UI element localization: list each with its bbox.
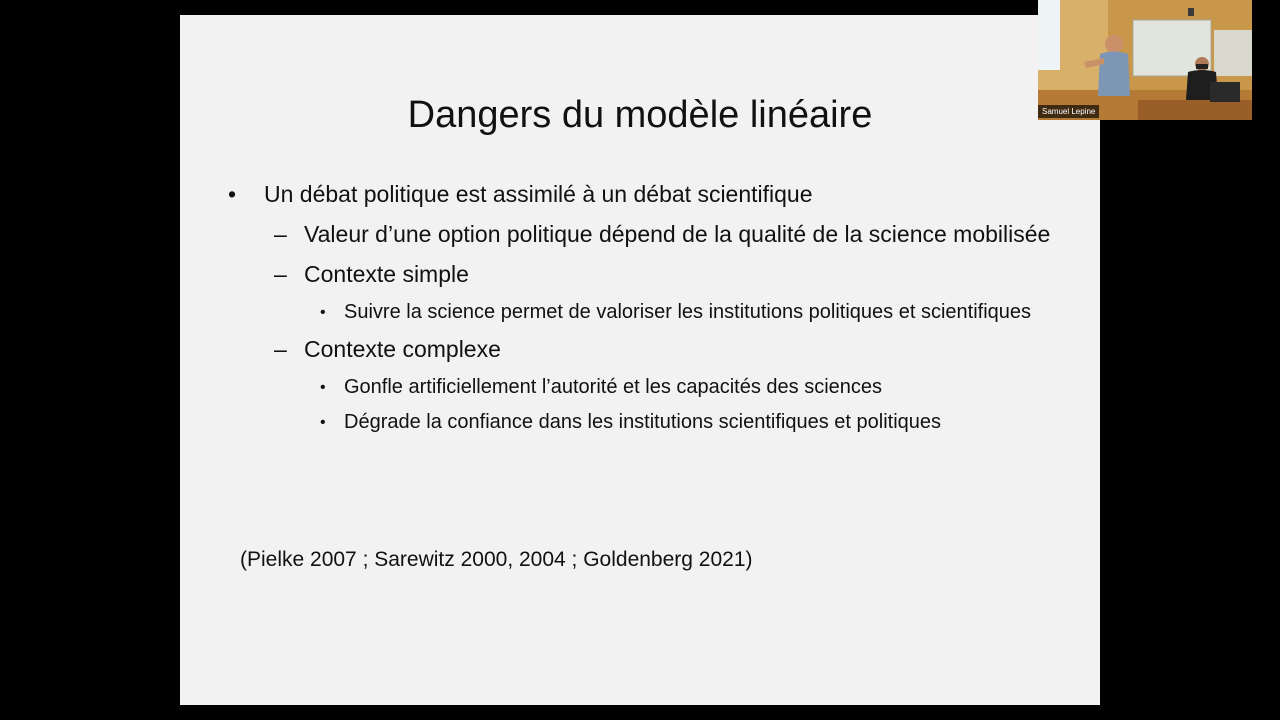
bullet-text: Dégrade la confiance dans les institutions scientifiques et politiques bbox=[344, 411, 942, 433]
bullet-level1 bbox=[228, 178, 1068, 210]
bullet-text: Un débat politique est assimilé à un débat scientifique bbox=[264, 181, 813, 207]
slide-title: Dangers du modèle linéaire bbox=[407, 94, 873, 136]
bullet-text: Gonfle artificiellement l’autorité et les capacités des sciences bbox=[344, 376, 883, 398]
bullet-level3 bbox=[228, 408, 1068, 437]
references: (Pielke 2007 ; Sarewitz 2000, 2004 ; Goldenberg 2021) bbox=[240, 548, 753, 571]
webcam-feed-image bbox=[1038, 0, 1252, 120]
participant-name-label: Samuel Lepine bbox=[1038, 105, 1099, 118]
dash-marker: – bbox=[274, 221, 287, 247]
bullet-text: Contexte simple bbox=[304, 261, 469, 287]
bullet-text: Valeur d’une option politique dépend de la qualité de la science mobilisée bbox=[304, 221, 1051, 247]
bullet-text: Contexte complexe bbox=[304, 336, 501, 362]
participant-video-tile[interactable] bbox=[1038, 0, 1252, 120]
bullet-marker: • bbox=[320, 379, 326, 396]
bullet-level2 bbox=[228, 333, 1068, 365]
bullet-marker: • bbox=[228, 181, 237, 207]
bullet-level3 bbox=[228, 373, 1068, 402]
bullet-text: Suivre la science permet de valoriser les institutions politiques et scientifiques bbox=[344, 301, 1032, 323]
bullet-level2 bbox=[228, 258, 1068, 290]
bullet-level2 bbox=[228, 218, 1068, 250]
dash-marker: – bbox=[274, 261, 287, 287]
bullet-marker: • bbox=[320, 304, 326, 321]
presentation-slide bbox=[180, 15, 1100, 705]
bullet-list bbox=[228, 178, 1068, 443]
bullet-level3 bbox=[228, 298, 1068, 327]
dash-marker: – bbox=[274, 336, 287, 362]
bullet-marker: • bbox=[320, 414, 326, 431]
